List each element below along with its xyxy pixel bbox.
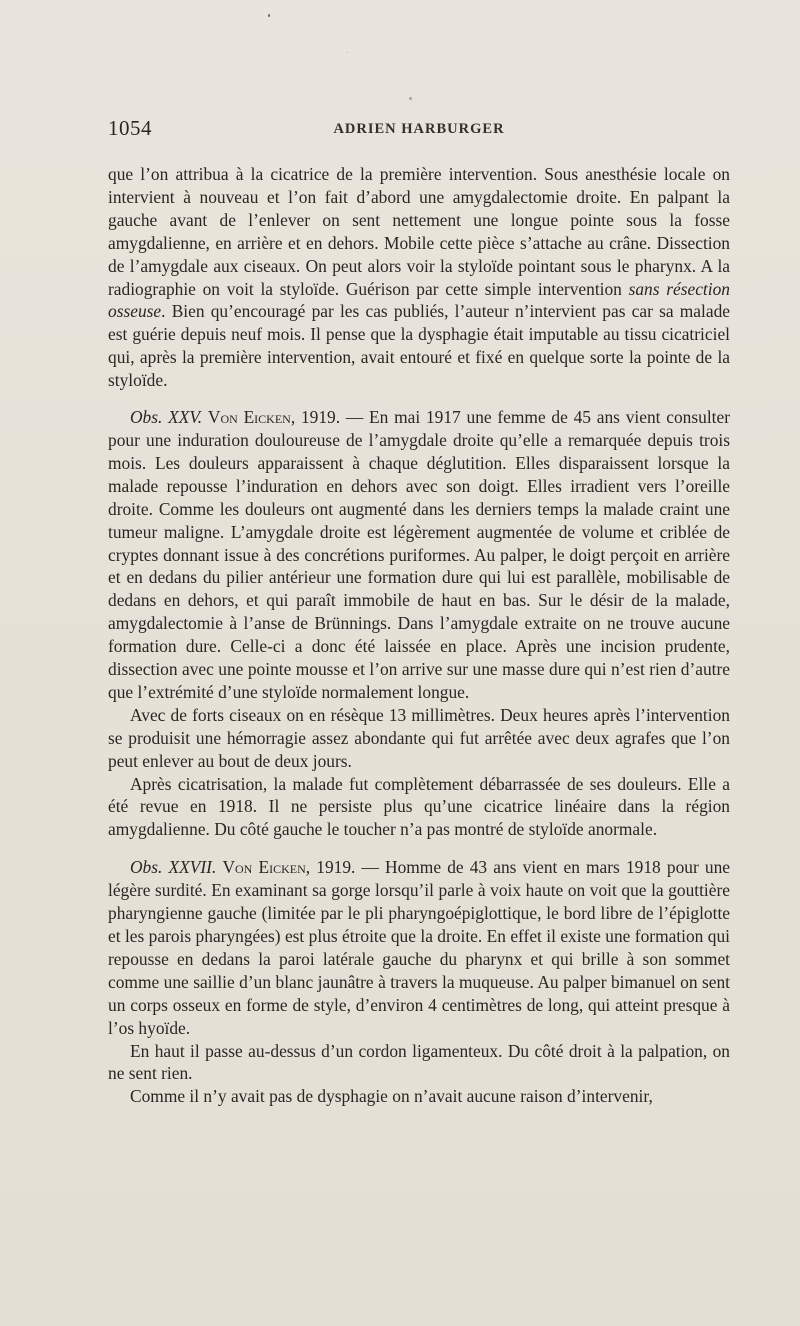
observation-27 xyxy=(108,856,730,1039)
ink-speck xyxy=(409,97,412,100)
observation-author: Von Eicken xyxy=(207,407,291,428)
ink-speck xyxy=(347,52,348,53)
paragraph xyxy=(108,163,730,392)
paragraph-text: que l’on attribua à la cicatrice de la première intervention. Sous anesthésie locale on intervient à nouveau et l’on fait d’abord une amygdalectomie droite. En palpant la gauche avant de l’enlever on sent nettement une longue pointe sous la fosse amygdalienne, en arrière et en dehors. Mobile cette pièce s’attache au crâne. Dissection de l’amygdale aux ciseaux. On peut alors voir la styloïde pointant sous le pharynx. A la radiographie on voit la styloïde. Guérison par cette simple intervention xyxy=(108,164,730,299)
observation-label: Obs. XXV. xyxy=(130,407,203,428)
paragraph: Après cicatrisation, la malade fut complètement débarrassée de ses douleurs. Elle a été revue en 1918. Il ne persiste plus qu’une cicatrice linéaire dans la région amygdalienne. Du côté gauche le toucher n’a pas montré de styloïde anormale. xyxy=(108,773,730,840)
observation-text: , 1919. — En mai 1917 une femme de 45 ans vient consulter pour une induration douloureuse de l’amygdale droite qu’elle a remarquée depuis trois mois. Les douleurs apparaissent à chaque déglutition. Elles disparaissent lorsque la malade repousse l’induration en dehors avec son doigt. Elles irradient vers l’oreille droite. Comme les douleurs ont augmenté dans les derniers temps la malade craint une tumeur maligne. L’amygdale droite est légèrement augmentée de volume et criblée de cryptes donnant issue à des concrétions puriformes. Au palper, le doigt perçoit en arrière et en dedans du pilier antérieur une formation dure qui lui est parallèle, mobilisable de dedans en dehors, et qui paraît immobile de haut en bas. Sur le désir de la malade, amygdalectomie à l’anse de Brünnings. Dans l’amygdale extraite on ne trouve aucune formation dure. Celle-ci a donc été laissée en place. Après une incision prudente, dissection avec une pointe mousse et l’on arrive sur une masse dure qui n’est rien d’autre que l’extrémité d’une styloïde normalement longue. xyxy=(108,407,730,702)
observation-author: Von Eicken xyxy=(222,857,306,878)
observation-25 xyxy=(108,406,730,704)
running-head: ADRIEN HARBURGER xyxy=(333,121,505,137)
paragraph: Comme il n’y avait pas de dysphagie on n’avait aucune raison d’intervenir, xyxy=(130,1086,653,1107)
paragraph-text: . Bien qu’encouragé par les cas publiés, l’auteur n’intervient pas car sa malade est guérie depuis neuf mois. Il pense que la dysphagie était imputable au tissu cicatriciel qui, après la première intervention, avait entouré et fixé en quelque sorte la pointe de la styloïde. xyxy=(108,301,730,391)
paragraph: En haut il passe au-dessus d’un cordon ligamenteux. Du côté droit à la palpation, on ne sent rien. xyxy=(108,1040,730,1084)
observation-text: , 1919. — Homme de 43 ans vient en mars 1918 pour une légère surdité. En examinant sa gorge lorsqu’il parle à voix haute on voit que la gouttière pharyngienne gauche (limitée par le pli pharyngoépiglottique, le bord libre de l’épiglotte et les parois pharyngées) est plus étroite que la droite. En effet il existe une formation qui repousse en dedans la paroi latérale gauche du pharynx et qui brille à son sommet comme une saillie d’un blanc jaunâtre à travers la muqueuse. Au palper bimanuel on sent un corps osseux en forme de style, d’environ 4 centimètres de long, qui atteint presque à l’os hyoïde. xyxy=(108,857,730,1038)
paragraph: Avec de forts ciseaux on en résèque 13 millimètres. Deux heures après l’intervention se produisit une hémorragie assez abondante qui fut arrêtée avec deux agrafes que l’on peut enlever au bout de deux jours. xyxy=(108,704,730,771)
body-text xyxy=(108,163,730,1108)
emphasis-text: sans résection osseuse xyxy=(108,278,730,322)
page-number: 1054 xyxy=(108,116,152,140)
page-header xyxy=(108,116,730,146)
ink-speck xyxy=(268,14,270,17)
observation-label: Obs. XXVII. xyxy=(130,857,217,878)
